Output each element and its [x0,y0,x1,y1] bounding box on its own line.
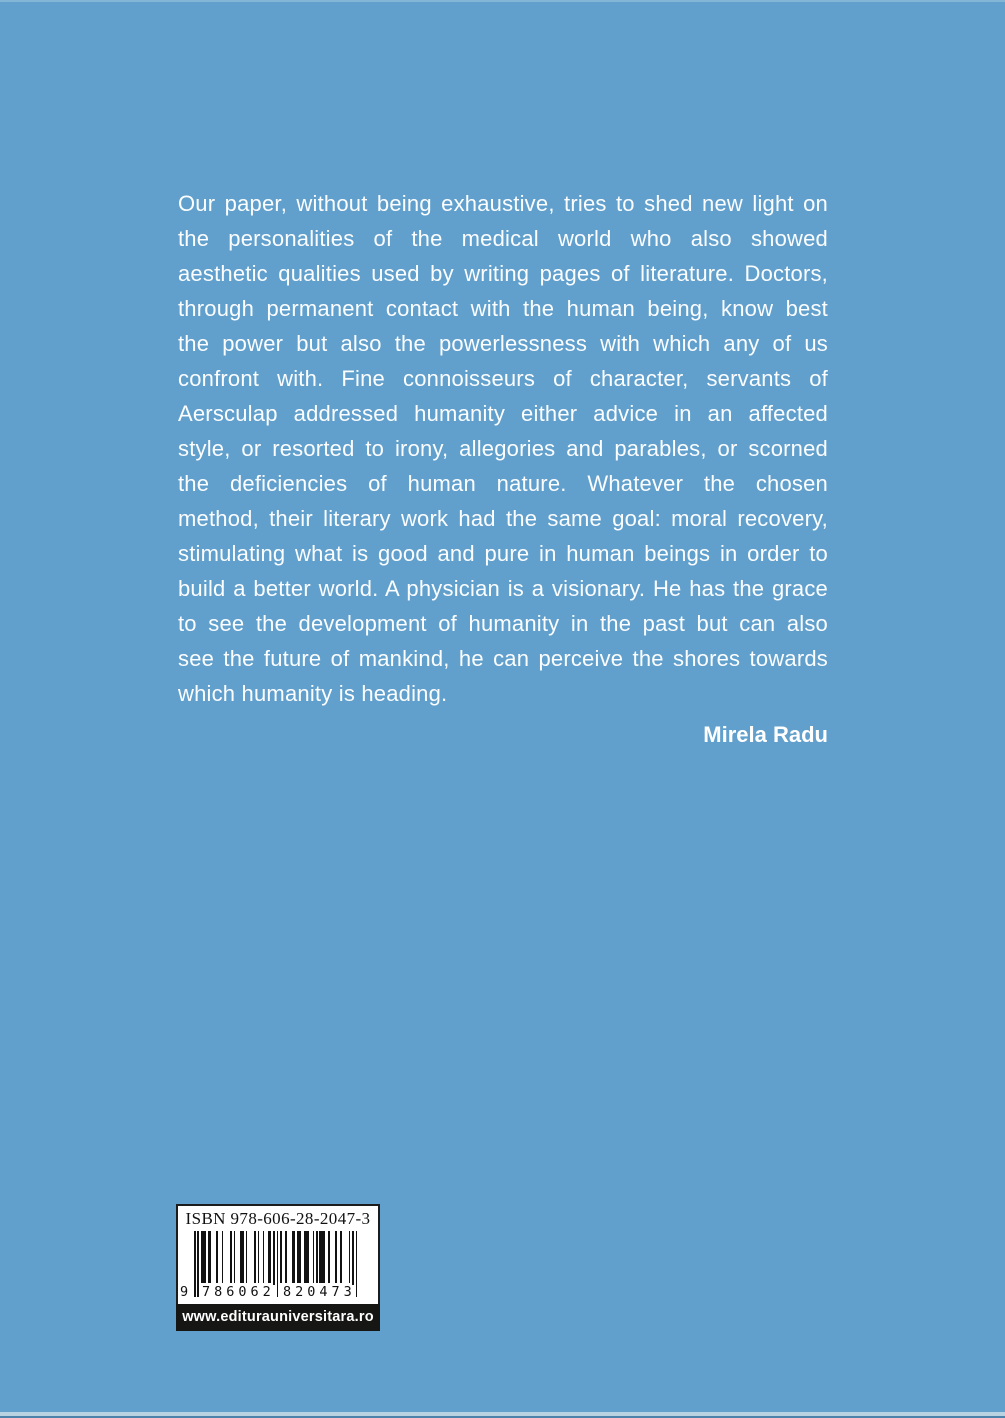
blurb-line: aesthetic qualities used by writing pages of literature. Doctors, [178,261,828,286]
blurb [178,186,828,752]
blurb-line: the deficiencies of human nature. Whatever the chosen [178,471,828,496]
blurb-line: the power but also the powerlessness with which any of us [178,331,828,356]
barcode-module [356,1231,358,1297]
blurb-line: Aersculap addressed humanity either advice in an affected [178,401,828,426]
blurb-line: style, or resorted to irony, allegories and parables, or scorned [178,436,828,461]
barcode-box [176,1204,380,1304]
blurb-line: build a better world. A physician is a visionary. He has the grace [178,576,828,601]
top-edge-highlight [0,0,1005,2]
blurb-line: which humanity is heading. [178,681,448,706]
blurb-line: stimulating what is good and pure in human beings in order to [178,541,828,566]
blurb-line: through permanent contact with the human being, know best [178,296,828,321]
blurb-line: see the future of mankind, he can perceive the shores towards [178,646,828,671]
blurb-line: the personalities of the medical world who also showed [178,226,828,251]
blurb-line: method, their literary work had the same goal: moral recovery, [178,506,828,531]
author-name: Mirela Radu [703,722,828,747]
blurb-lines [178,186,828,711]
ean13-barcode [178,1231,378,1301]
barcode-digit-group1: 786062 [202,1284,275,1300]
blurb-line: confront with. Fine connoisseurs of character, servants of [178,366,828,391]
isbn-barcode-block [176,1204,380,1331]
blurb-line: to see the development of humanity in the past but can also [178,611,828,636]
publisher-website-banner: www.editurauniversitara.ro [176,1304,380,1331]
blurb-line: Our paper, without being exhaustive, tries to shed new light on [178,191,828,216]
barcode-digit-group2: 820473 [283,1284,356,1300]
isbn-label: ISBN 978-606-28-2047-3 [185,1209,371,1228]
barcode-digit-prefix: 9 [180,1284,189,1300]
